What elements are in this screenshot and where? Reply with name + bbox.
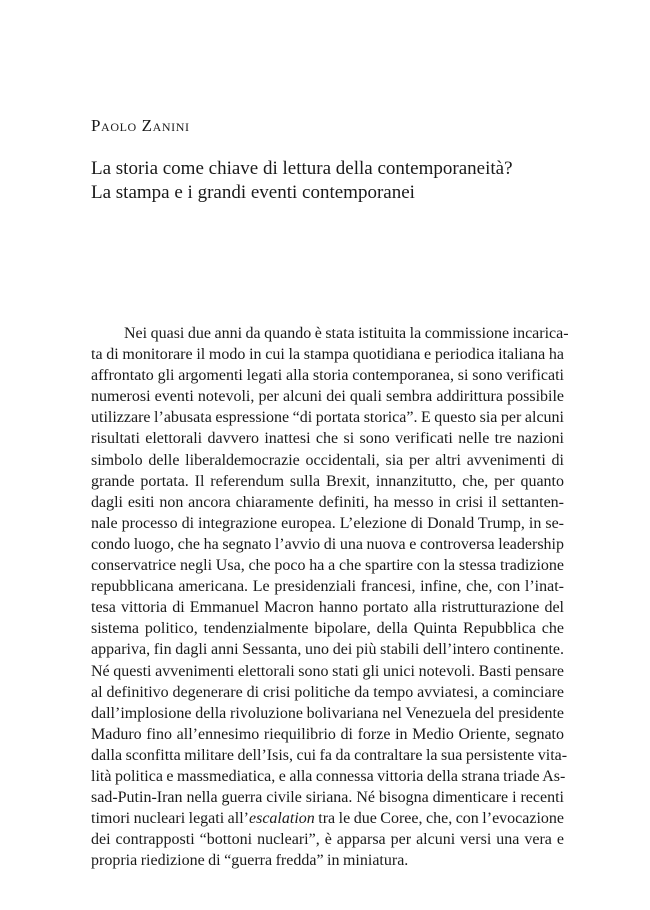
body-line: tesa vittoria di Emmanuel Macron hanno portato alla ristrutturazione del	[91, 599, 564, 617]
body-line: utilizzare l’abusata espressione “di portata storica”. E questo sia per alcuni	[91, 409, 564, 427]
body-line: ta di monitorare il modo in cui la stampa quotidiana e periodica italiana ha	[91, 346, 564, 364]
body-line-with-italic	[91, 808, 564, 829]
text-segment: timori nucleari legati all’	[91, 810, 249, 828]
body-line: grande portata. Il referendum sulla Brexit, innanzitutto, che, per quanto	[91, 472, 564, 490]
body-line: sistema politico, tendenzialmente bipolare, della Quinta Repubblica che	[91, 620, 564, 638]
body-line: conservatrice negli Usa, che poco ha a che spartire con la stessa tradizione	[91, 557, 564, 575]
body-line: appariva, fin dagli anni Sessanta, uno dei più stabili dell’intero continente.	[91, 641, 564, 659]
body-line: numerosi eventi notevoli, per alcuni dei quali sembra addirittura possibile	[91, 388, 564, 406]
body-line: condo luogo, che ha segnato l’avvio di una nuova e controversa leadership	[91, 535, 564, 553]
italic-term: escalation	[249, 810, 315, 828]
body-line: Maduro fino all’ennesimo riequilibrio di forze in Medio Oriente, segnato	[91, 725, 564, 743]
body-paragraph	[91, 323, 569, 871]
body-line: repubblicana americana. Le presidenziali francesi, infine, che, con l’inat-	[91, 578, 564, 596]
body-line: Né questi avvenimenti elettorali sono stati gli unici notevoli. Basti pensare	[91, 662, 564, 680]
body-line: dall’implosione della rivoluzione bolivariana nel Venezuela del presidente	[91, 704, 564, 722]
body-line: dalla sconfitta militare dell’Isis, cui fa da contraltare la sua persistente vita-	[91, 746, 568, 764]
body-line: Nei quasi due anni da quando è stata istituita la commissione incarica-	[124, 325, 569, 342]
body-line: dei contrapposti “bottoni nucleari”, è apparsa per alcuni versi una vera e	[91, 831, 564, 849]
text-segment: tra le due Coree, che, con l’evocazione	[314, 810, 565, 828]
body-line: propria riedizione di “guerra fredda” in miniatura.	[91, 852, 409, 870]
body-line: dagli esiti non ancora chiaramente definiti, ha messo in crisi il settanten-	[91, 493, 564, 511]
body-line: sad-Putin-Iran nella guerra civile siriana. Né bisogna dimenticare i recenti	[91, 789, 564, 807]
body-line: affrontato gli argomenti legati alla storia contemporanea, si sono verificati	[91, 367, 564, 385]
title-line: La stampa e i grandi eventi contemporanei	[91, 182, 415, 203]
body-line: al definitivo degenerare di crisi politiche da tempo avviatesi, a cominciare	[91, 683, 564, 701]
article-title	[91, 157, 571, 205]
body-line: nale processo di integrazione europea. L’elezione di Donald Trump, in se-	[91, 514, 564, 532]
body-line: risultati elettorali davvero inattesi che si sono verificati nelle tre nazioni	[91, 430, 564, 448]
title-line: La storia come chiave di lettura della contemporaneità?	[91, 158, 513, 179]
body-line: simbolo delle liberaldemocrazie occidentali, sia per altri avvenimenti di	[91, 451, 564, 469]
body-line: lità politica e massmediatica, e alla connessa vittoria della strana triade As-	[91, 767, 566, 785]
author-name: Paolo Zanini	[91, 116, 190, 135]
